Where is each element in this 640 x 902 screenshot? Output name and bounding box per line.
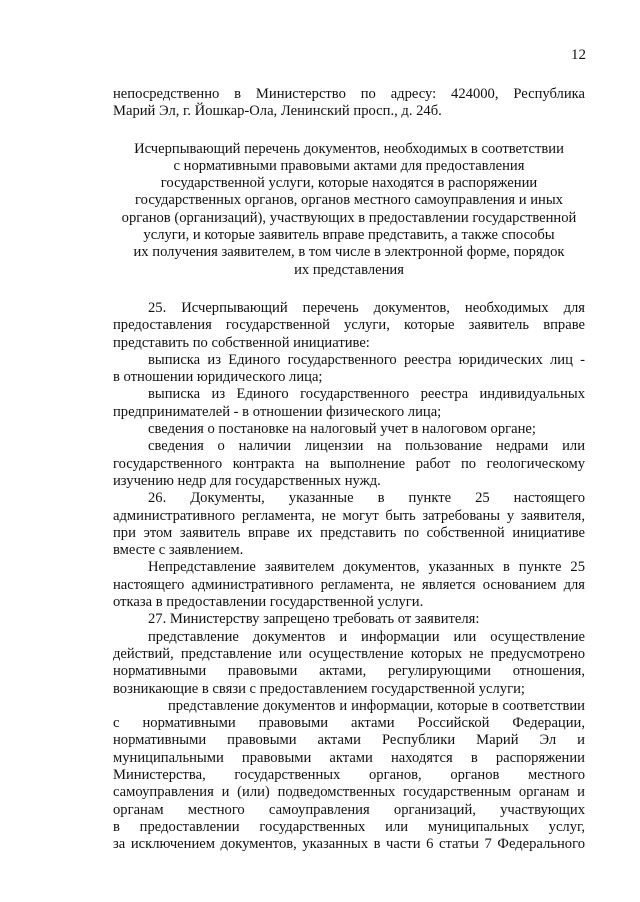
text-line: 26. Документы, указанные в пункте 25 настоящего — [148, 490, 585, 507]
text-line: 25. Исчерпывающий перечень документов, необходимых для — [148, 299, 585, 316]
body-paragraphs — [113, 300, 585, 854]
paragraph — [113, 438, 585, 490]
text-line: сведения о постановке на налоговый учет в налоговом органе; — [148, 421, 536, 438]
heading-line: Исчерпывающий перечень документов, необходимых в соответствии — [134, 140, 564, 157]
text-line: настоящего административного регламента, не является основанием для — [113, 576, 585, 593]
heading-line: государственной услуги, которые находятся в распоряжении — [160, 175, 538, 192]
paragraph — [113, 386, 585, 421]
text-line: нормативными правовыми актами, регулирующими отношения, — [113, 663, 585, 680]
paragraph — [113, 421, 585, 438]
text-line: за исключением документов, указанных в части 6 статьи 7 Федерального — [113, 836, 585, 853]
text-line: административного регламента, не могут быть затребованы у заявителя, — [113, 507, 585, 524]
text-line: 27. Министерству запрещено требовать от заявителя: — [148, 611, 480, 628]
heading-line: их представления — [294, 261, 404, 278]
paragraph — [113, 559, 585, 611]
text-line: с нормативными правовыми актами Российской Федерации, — [113, 715, 585, 732]
heading-line: их получения заявителем, в том числе в электронной форме, порядок — [133, 244, 565, 261]
text-line: нормативными правовыми актами Республики Марий Эл и — [113, 732, 585, 749]
text-line: изучению недр для государственных нужд. — [113, 472, 381, 489]
text-line: представление документов и информации, которые в соответствии — [168, 697, 585, 714]
section-heading — [113, 141, 585, 279]
text-line: возникающие в связи с предоставлением государственной услуги; — [113, 680, 525, 697]
text-line: действий, представление или осуществление которых не предусмотрено — [113, 645, 585, 662]
intro-paragraph — [113, 86, 585, 121]
paragraph — [113, 611, 585, 628]
paragraph — [113, 352, 585, 387]
text-line: в предоставлении государственных или муниципальных услуг, — [113, 818, 585, 835]
paragraph — [113, 300, 585, 352]
text-line: выписка из Единого государственного реестра индивидуальных — [148, 386, 585, 403]
heading-line: с нормативными правовыми актами для предоставления — [173, 157, 525, 174]
heading-line: услуги, и которые заявитель вправе представить, а также способы — [143, 227, 555, 244]
heading-line: государственных органов, органов местного самоуправления и иных — [135, 192, 563, 209]
text-line: Марий Эл, г. Йошкар-Ола, Ленинский просп., д. 24б. — [113, 103, 442, 120]
text-line: представить по собственной инициативе: — [113, 334, 370, 351]
text-line: органам местного самоуправления организаций, участвующих — [113, 801, 585, 818]
text-line: самоуправления и (или) подведомственных государственным органам и — [113, 784, 585, 801]
text-line: Министерства, государственных органов, органов местного — [113, 766, 585, 783]
page-number: 12 — [571, 47, 586, 63]
heading-line: органов (организаций), участвующих в предоставлении государственной — [121, 209, 577, 226]
text-line: непосредственно в Министерство по адресу: 424000, Республика — [113, 86, 585, 102]
text-line: при этом заявитель вправе их представить по собственной инициативе — [113, 524, 585, 541]
document-body — [113, 86, 585, 853]
paragraph — [113, 629, 585, 698]
paragraph — [113, 698, 585, 854]
paragraph — [113, 490, 585, 559]
text-line: представление документов и информации или осуществление — [148, 628, 585, 645]
text-line: Непредставление заявителем документов, указанных в пункте 25 — [148, 559, 585, 576]
text-line: вместе с заявлением. — [113, 542, 244, 559]
text-line: предпринимателей - в отношении физического лица; — [113, 403, 442, 420]
text-line: отказа в предоставлении государственной услуги. — [113, 594, 424, 611]
text-line: муниципальными правовыми актами находятся в распоряжении — [113, 749, 585, 766]
text-line: в отношении юридического лица; — [113, 369, 323, 386]
text-line: предоставления государственной услуги, которые заявитель вправе — [113, 317, 585, 334]
text-line: государственного контракта на выполнение работ по геологическому — [113, 455, 585, 472]
text-line: выписка из Единого государственного реестра юридических лиц - — [148, 351, 585, 368]
text-line: сведения о наличии лицензии на пользование недрами или — [148, 438, 585, 455]
